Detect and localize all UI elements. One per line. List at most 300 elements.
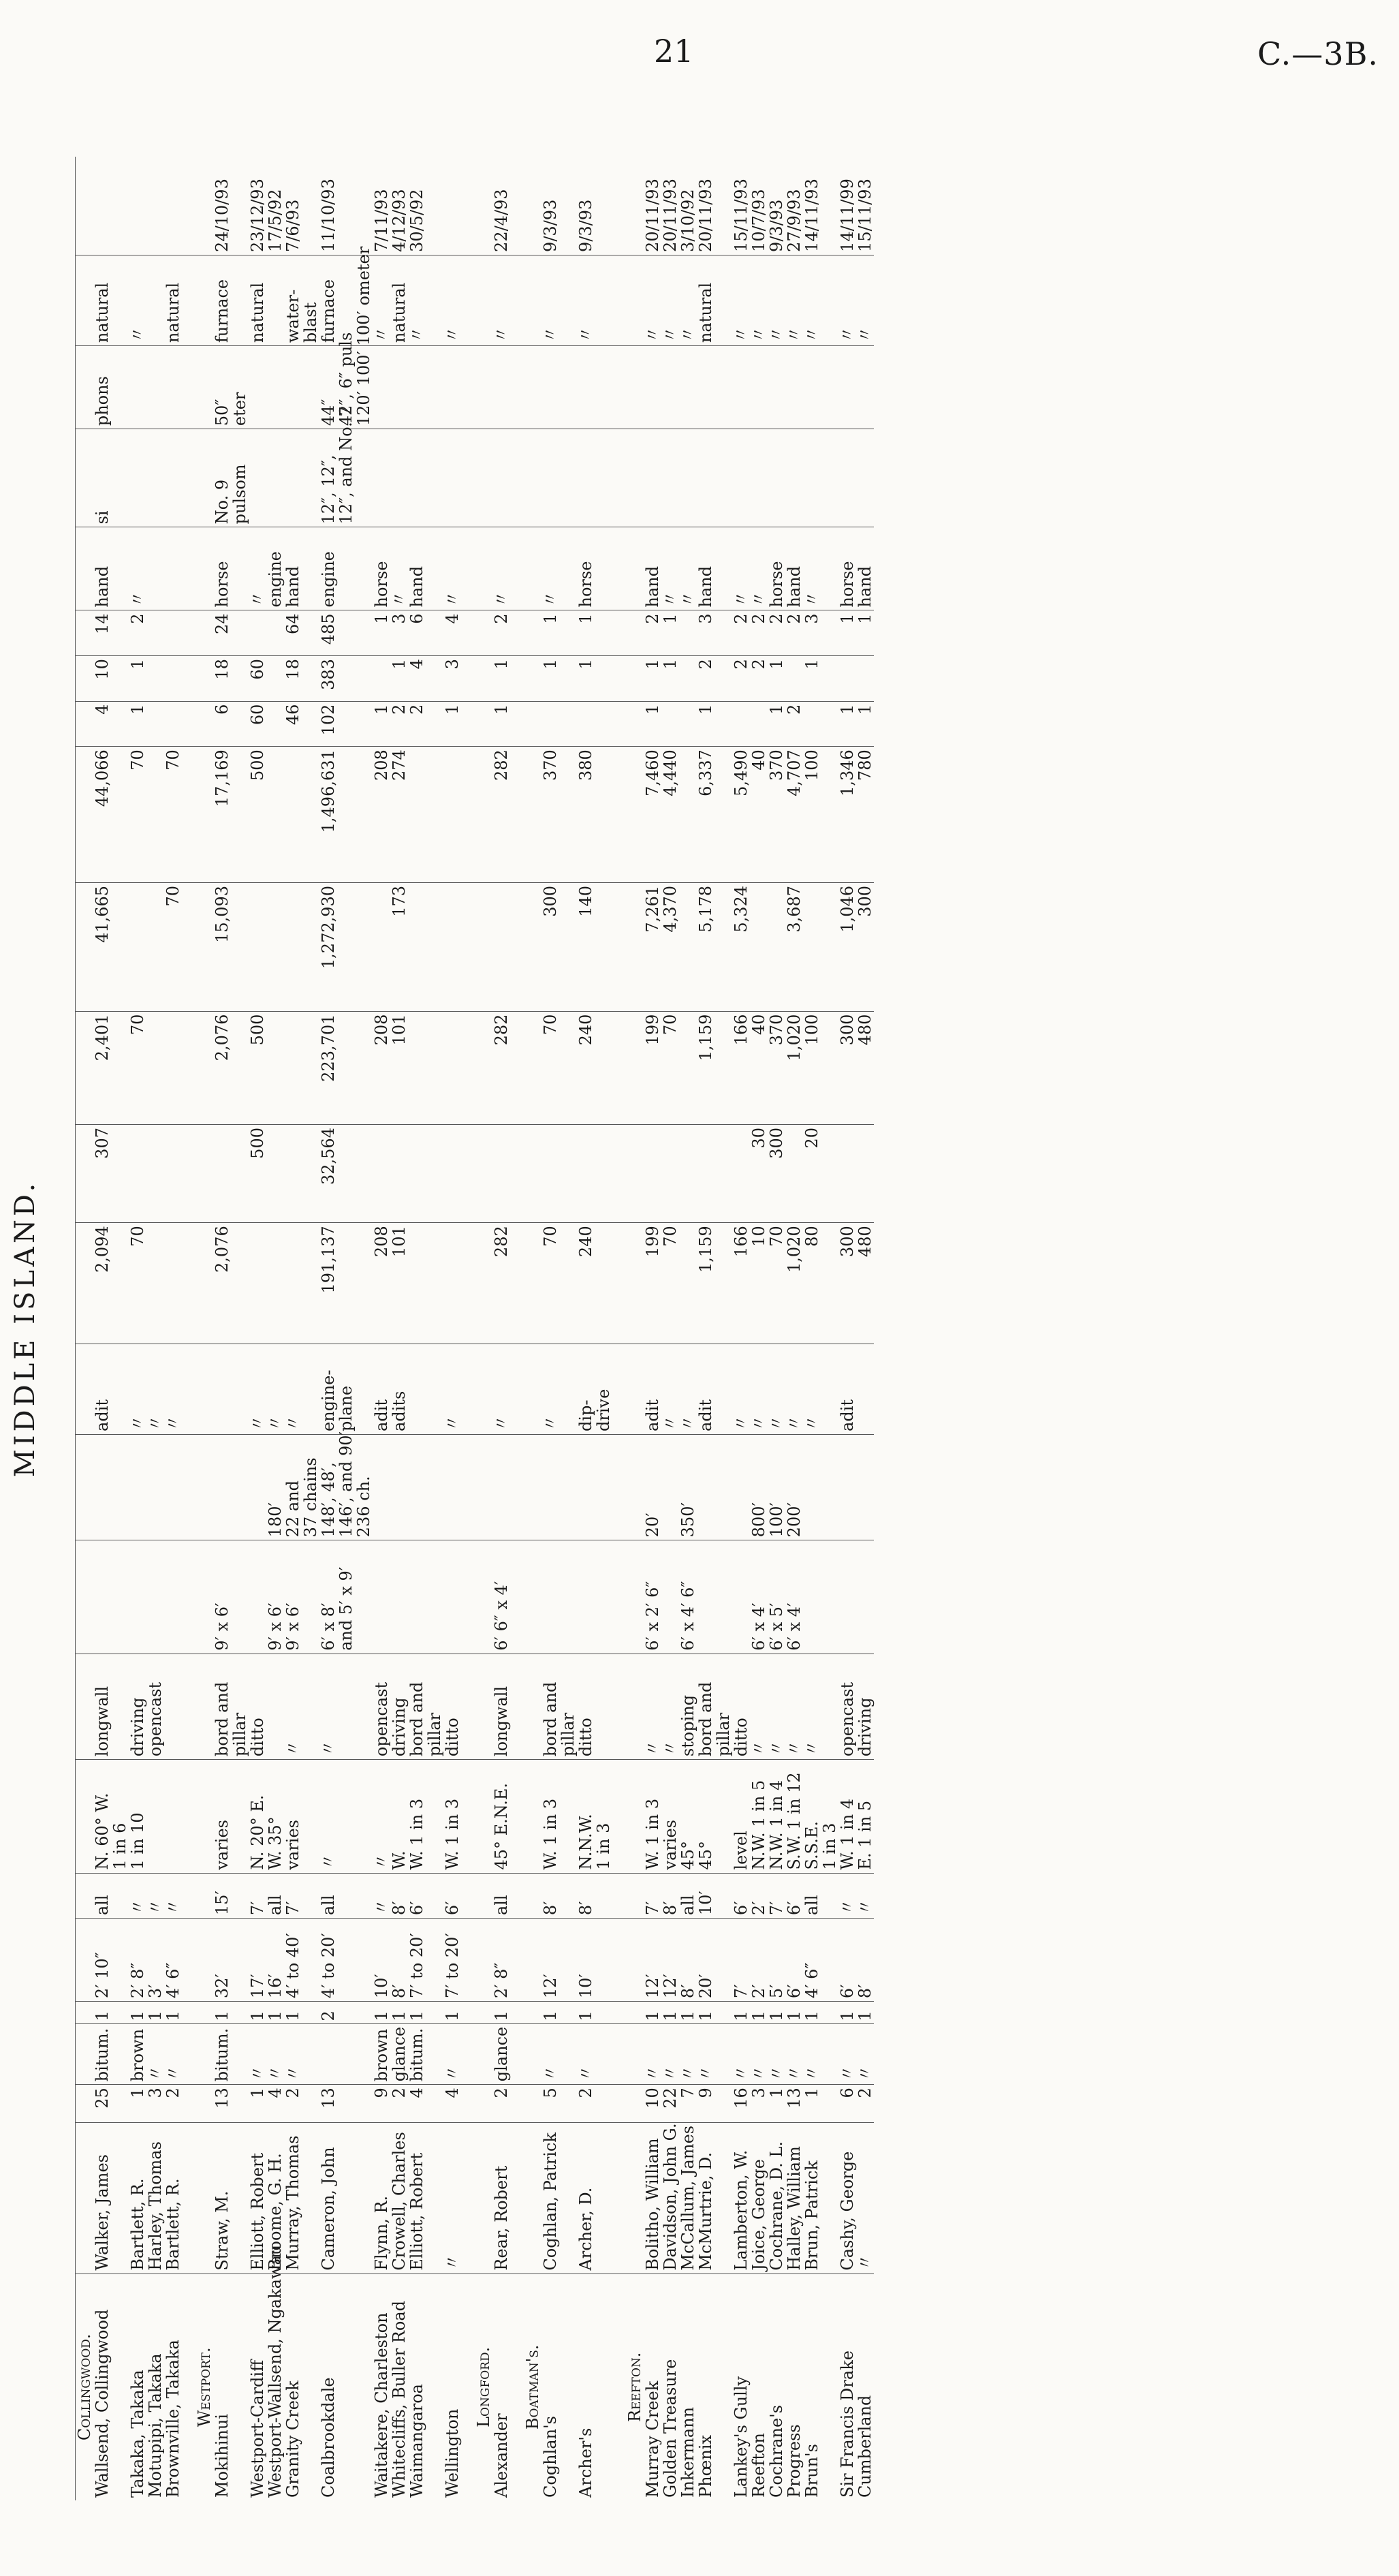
table-cell: 2,076 — [213, 1223, 231, 1344]
table-cell: 173 — [390, 882, 408, 1011]
table-cell — [266, 255, 284, 345]
table-cell: 200′ — [785, 1434, 803, 1540]
table-cell: 15/11/93 — [732, 157, 750, 255]
table-cell — [355, 747, 373, 883]
table-cell — [714, 1919, 732, 2002]
table-cell: Coghlan, Patrick — [541, 2122, 559, 2274]
table-cell: Brownville, Takaka — [163, 2340, 183, 2498]
table-cell — [714, 2122, 732, 2274]
table-cell — [111, 1540, 129, 1654]
table-cell: 9/3/93 — [768, 157, 785, 255]
table-cell: 6′ x 8′ — [319, 1540, 337, 1654]
table-cell: Cochrane, D. L. — [768, 2122, 785, 2274]
table-cell: 1 in 10 — [129, 1760, 146, 1873]
table-cell — [195, 1011, 213, 1124]
table-cell — [475, 527, 492, 610]
table-cell — [510, 1011, 524, 1124]
table-cell: 〃 — [803, 1344, 821, 1434]
table-cell — [626, 1223, 644, 1344]
table-cell — [426, 701, 443, 747]
table-cell: 7,460 — [644, 747, 661, 883]
table-cell: 〃 — [803, 2024, 821, 2085]
table-cell: 2′ 8″ — [129, 1919, 146, 2002]
table-cell: furnace — [213, 255, 231, 345]
table-cell — [595, 527, 612, 610]
table-cell: 50″ — [213, 346, 231, 429]
table-cell — [182, 1654, 195, 1759]
table-cell — [355, 1654, 373, 1759]
table-cell — [595, 1125, 612, 1223]
table-cell: 480 — [856, 1223, 874, 1344]
table-cell — [461, 1344, 475, 1434]
table-row — [266, 157, 284, 2500]
table-cell — [461, 2274, 475, 2500]
table-cell: eter — [231, 346, 249, 429]
table-cell: N.N.W. — [577, 1760, 595, 1873]
table-cell — [355, 1540, 373, 1654]
table-cell: 37 chains — [302, 1434, 319, 1540]
table-cell: pillar — [559, 1654, 577, 1759]
table-cell — [559, 255, 577, 345]
table-cell: 1 — [390, 2002, 408, 2024]
table-cell — [626, 882, 644, 1011]
table-cell: Walker, James — [93, 2122, 111, 2274]
table-cell — [146, 1223, 164, 1344]
table-cell — [714, 1344, 732, 1434]
table-cell: 5,178 — [697, 882, 714, 1011]
table-cell — [111, 157, 129, 255]
table-cell: 80 — [803, 1223, 821, 1344]
table-cell — [76, 1223, 94, 1344]
table-cell — [111, 1011, 129, 1124]
table-cell: 236 ch. — [355, 1434, 373, 1540]
table-cell — [146, 429, 164, 527]
table-cell — [213, 1344, 231, 1434]
table-cell: W. 1 in 4 — [838, 1760, 856, 1873]
table-cell: 148′, 48′, — [319, 1434, 337, 1540]
table-cell: 17/5/92 — [266, 157, 284, 255]
table-cell — [838, 346, 856, 429]
table-cell — [626, 1919, 644, 2002]
table-cell: Sir Francis Drake — [838, 2350, 857, 2498]
table-cell — [803, 1540, 821, 1654]
table-cell: 24 — [213, 610, 231, 656]
table-cell — [93, 157, 111, 255]
table-cell — [76, 1919, 94, 2002]
table-cell — [231, 2002, 249, 2024]
table-cell — [524, 1873, 541, 1919]
table-cell — [577, 346, 595, 429]
table-cell — [838, 1125, 856, 1223]
table-cell — [390, 1434, 408, 1540]
table-cell: 〃 — [373, 255, 390, 345]
table-cell — [595, 656, 612, 702]
table-cell — [510, 1434, 524, 1540]
table-cell — [426, 1760, 443, 1873]
table-cell — [492, 1125, 510, 1223]
table-cell — [426, 656, 443, 702]
table-cell — [803, 429, 821, 527]
table-cell: bitum. — [213, 2024, 231, 2085]
table-row — [803, 157, 821, 2500]
table-cell — [337, 2122, 355, 2274]
table-cell: Elliott, Robert — [408, 2122, 426, 2274]
table-cell — [821, 346, 838, 429]
table-cell — [249, 346, 266, 429]
table-cell — [595, 1223, 612, 1344]
table-cell: opencast — [838, 1654, 856, 1759]
table-cell: 23/12/93 — [249, 157, 266, 255]
table-cell: hand — [93, 527, 111, 610]
table-cell — [443, 1125, 461, 1223]
table-cell — [732, 701, 750, 747]
table-cell — [373, 1125, 390, 1223]
table-cell — [146, 701, 164, 747]
table-cell — [337, 157, 355, 255]
table-cell — [524, 1223, 541, 1344]
table-cell: 〃 — [838, 255, 856, 345]
table-cell: 199 — [644, 1011, 661, 1124]
table-cell — [337, 2274, 355, 2500]
table-cell: 〃 — [541, 255, 559, 345]
table-cell — [231, 747, 249, 883]
table-cell — [714, 882, 732, 1011]
table-cell — [164, 1434, 182, 1540]
table-cell — [524, 1344, 541, 1434]
table-cell — [111, 2024, 129, 2085]
table-cell: ditto — [443, 1654, 461, 1759]
table-cell: 1 — [856, 2002, 874, 2024]
table-cell — [231, 610, 249, 656]
table-cell — [714, 2024, 732, 2085]
table-cell — [231, 2085, 249, 2122]
table-cell — [373, 1540, 390, 1654]
table-cell — [373, 1434, 390, 1540]
table-cell — [111, 882, 129, 1011]
table-cell — [475, 1434, 492, 1540]
table-cell — [679, 656, 697, 702]
table-cell — [195, 2085, 213, 2122]
table-cell: Elliott, Robert — [249, 2122, 266, 2274]
table-cell — [626, 1125, 644, 1223]
table-cell — [785, 429, 803, 527]
table-cell: Joice, George — [750, 2122, 768, 2274]
table-cell: 27/9/93 — [785, 157, 803, 255]
table-cell — [510, 701, 524, 747]
table-cell: 〃 — [750, 255, 768, 345]
table-cell: 〃 — [644, 255, 661, 345]
table-cell: 1 — [838, 701, 856, 747]
table-cell — [195, 1344, 213, 1434]
table-cell — [541, 1434, 559, 1540]
table-cell — [76, 656, 94, 702]
table-cell — [821, 255, 838, 345]
table-cell: natural — [697, 255, 714, 345]
table-cell: engine — [266, 527, 284, 610]
table-cell — [475, 1873, 492, 1919]
table-cell: 1,159 — [697, 1223, 714, 1344]
table-cell: Cochrane's — [767, 2404, 786, 2498]
table-cell: Murray, Thomas — [284, 2122, 302, 2274]
table-cell: 11/10/93 — [319, 157, 337, 255]
table-cell — [182, 2002, 195, 2024]
table-cell: 6′ — [785, 1919, 803, 2002]
table-cell — [714, 1434, 732, 1540]
table-row — [492, 157, 510, 2500]
table-cell — [821, 2024, 838, 2085]
table-cell: and 5′ x 9′ — [337, 1540, 355, 1654]
table-cell: pillar — [231, 1654, 249, 1759]
table-cell: 20/11/93 — [697, 157, 714, 255]
table-cell — [510, 656, 524, 702]
table-cell — [231, 2274, 249, 2500]
table-cell: Golden Treasure — [661, 2359, 680, 2498]
table-row — [768, 157, 785, 2500]
table-cell — [475, 429, 492, 527]
table-cell — [714, 255, 732, 345]
table-cell — [461, 1434, 475, 1540]
table-cell — [595, 882, 612, 1011]
table-cell: 7′ to 20′ — [443, 1919, 461, 2002]
table-cell — [111, 2122, 129, 2274]
table-cell — [577, 429, 595, 527]
table-cell: 4,370 — [661, 882, 679, 1011]
table-cell — [182, 1344, 195, 1434]
table-cell: ditto — [732, 1654, 750, 1759]
table-cell — [302, 1919, 319, 2002]
table-cell: 1 — [856, 701, 874, 747]
table-cell — [595, 1654, 612, 1759]
table-cell — [461, 255, 475, 345]
table-row — [390, 157, 408, 2500]
table-cell — [461, 1125, 475, 1223]
table-cell: Westport-Cardiff — [248, 2359, 267, 2498]
table-row — [559, 157, 577, 2500]
table-cell: Inkermann — [678, 2406, 697, 2498]
table-cell: N.W. 1 in 4 — [768, 1760, 785, 1873]
table-cell — [475, 610, 492, 656]
table-cell: Davidson, John G. — [661, 2122, 679, 2274]
table-cell — [426, 747, 443, 883]
table-cell: 2 — [732, 610, 750, 656]
table-cell — [461, 346, 475, 429]
table-cell: 1 — [492, 656, 510, 702]
table-cell — [714, 1540, 732, 1654]
table-cell: 8′ — [541, 1873, 559, 1919]
table-cell: 〃 — [785, 255, 803, 345]
table-cell — [510, 429, 524, 527]
table-row — [714, 157, 732, 2500]
table-cell — [93, 1540, 111, 1654]
table-cell — [856, 656, 874, 702]
section-heading-row — [475, 157, 492, 2500]
table-cell — [559, 1873, 577, 1919]
table-cell — [768, 429, 785, 527]
table-cell: 1 — [373, 2002, 390, 2024]
table-cell: 1 — [577, 2002, 595, 2024]
table-cell — [612, 747, 626, 883]
table-cell — [146, 157, 164, 255]
table-cell: hand — [785, 527, 803, 610]
table-cell: 4,707 — [785, 747, 803, 883]
table-cell: 〃 — [732, 527, 750, 610]
table-cell — [524, 429, 541, 527]
table-cell — [612, 1540, 626, 1654]
table-cell — [408, 747, 426, 883]
table-cell — [443, 747, 461, 883]
table-cell — [475, 1011, 492, 1124]
table-cell — [284, 346, 302, 429]
table-cell: S.S.E. — [803, 1760, 821, 1873]
table-cell — [524, 701, 541, 747]
table-cell — [838, 1540, 856, 1654]
table-cell — [559, 1434, 577, 1540]
table-cell: 30 — [750, 1125, 768, 1223]
table-cell: 5,490 — [732, 747, 750, 883]
table-cell: 485 — [319, 610, 337, 656]
table-cell: 1 — [129, 2085, 146, 2122]
table-cell: 1 in 3 — [821, 1760, 838, 1873]
table-cell: Westport-Wallsend, Ngakawau — [266, 2244, 285, 2498]
table-cell: natural — [93, 255, 111, 345]
table-cell — [510, 527, 524, 610]
table-cell — [821, 1540, 838, 1654]
table-cell — [612, 2002, 626, 2024]
table-cell: 45° — [679, 1760, 697, 1873]
table-cell — [626, 1344, 644, 1434]
table-cell — [461, 2002, 475, 2024]
table-cell: bitum. — [408, 2024, 426, 2085]
table-cell — [821, 2002, 838, 2024]
document-reference: C.—3B. — [1257, 35, 1379, 72]
table-cell: Cumberland — [855, 2395, 875, 2498]
table-cell — [164, 656, 182, 702]
table-cell — [302, 882, 319, 1011]
table-cell — [426, 1344, 443, 1434]
table-cell: hand — [856, 527, 874, 610]
table-cell: 2 — [492, 610, 510, 656]
table-cell: 46 — [284, 701, 302, 747]
table-cell — [111, 1919, 129, 2002]
table-cell: 4′ to 40′ — [284, 1919, 302, 2002]
table-cell: varies — [661, 1760, 679, 1873]
table-cell: 8′ — [390, 1873, 408, 1919]
table-cell: Straw, M. — [213, 2122, 231, 2274]
table-cell — [612, 2085, 626, 2122]
table-cell: longwall — [492, 1654, 510, 1759]
table-cell — [426, 2024, 443, 2085]
table-cell — [524, 346, 541, 429]
table-cell — [612, 1919, 626, 2002]
table-cell — [111, 2002, 129, 2024]
table-cell — [679, 1125, 697, 1223]
table-cell — [510, 882, 524, 1011]
table-cell: 274 — [390, 747, 408, 883]
table-row — [541, 157, 559, 2500]
table-cell — [164, 157, 182, 255]
table-cell — [146, 882, 164, 1011]
table-cell: 70 — [129, 1011, 146, 1124]
table-cell: 〃 — [856, 255, 874, 345]
table-cell: Brun's — [802, 2444, 821, 2498]
page-number: 21 — [654, 33, 694, 69]
table-cell: plane — [337, 1344, 355, 1434]
table-cell: 101 — [390, 1011, 408, 1124]
table-cell: McCallum, James — [679, 2122, 697, 2274]
table-cell: 12′ — [541, 1919, 559, 2002]
table-cell: 14/11/93 — [803, 157, 821, 255]
table-cell: 1 — [146, 2002, 164, 2024]
table-cell — [595, 2085, 612, 2122]
table-cell — [266, 429, 284, 527]
table-cell: Lankey's Gully — [732, 2376, 751, 2498]
table-cell: 4 — [408, 656, 426, 702]
table-cell — [626, 701, 644, 747]
table-cell: Wellington — [443, 2408, 462, 2498]
table-cell — [612, 1760, 626, 1873]
table-cell — [231, 527, 249, 610]
table-cell — [164, 1540, 182, 1654]
table-cell — [76, 157, 94, 255]
table-cell — [426, 2274, 443, 2500]
table-cell — [408, 1011, 426, 1124]
table-cell — [626, 1760, 644, 1873]
table-cell — [475, 157, 492, 255]
table-cell: 30/5/92 — [408, 157, 426, 255]
table-cell: 〃 — [661, 1654, 679, 1759]
table-cell — [337, 747, 355, 883]
table-cell — [510, 747, 524, 883]
table-cell — [714, 656, 732, 702]
table-cell: 2,094 — [93, 1223, 111, 1344]
table-cell — [266, 1654, 284, 1759]
table-cell: adit — [373, 1344, 390, 1434]
table-cell: bord and — [213, 1654, 231, 1759]
table-cell: 3 — [750, 2085, 768, 2122]
table-cell — [249, 610, 266, 656]
table-cell — [714, 1223, 732, 1344]
table-row — [355, 157, 373, 2500]
table-cell: 〃 — [164, 1873, 182, 1919]
table-cell — [355, 1344, 373, 1434]
table-cell — [661, 701, 679, 747]
table-cell — [284, 1011, 302, 1124]
table-cell: horse — [373, 527, 390, 610]
table-cell: natural — [249, 255, 266, 345]
table-cell — [76, 255, 94, 345]
table-cell — [284, 429, 302, 527]
table-cell: 〃 — [492, 1344, 510, 1434]
table-cell — [195, 701, 213, 747]
table-cell: 〃 — [164, 1344, 182, 1434]
table-cell — [524, 1540, 541, 1654]
table-cell: 4 — [408, 2085, 426, 2122]
table-cell — [612, 1654, 626, 1759]
table-cell — [302, 157, 319, 255]
table-cell — [612, 1125, 626, 1223]
table-cell: 〃 — [146, 1344, 164, 1434]
table-cell — [714, 1125, 732, 1223]
table-cell — [195, 1873, 213, 1919]
table-cell: Westport. — [195, 2347, 214, 2427]
table-cell: Coghlan's — [541, 2416, 560, 2498]
table-cell — [714, 1873, 732, 1919]
table-cell: 166 — [732, 1011, 750, 1124]
table-cell: 1 — [129, 2002, 146, 2024]
table-cell — [821, 157, 838, 255]
table-cell: 1 — [541, 610, 559, 656]
table-cell: 〃 — [373, 1873, 390, 1919]
